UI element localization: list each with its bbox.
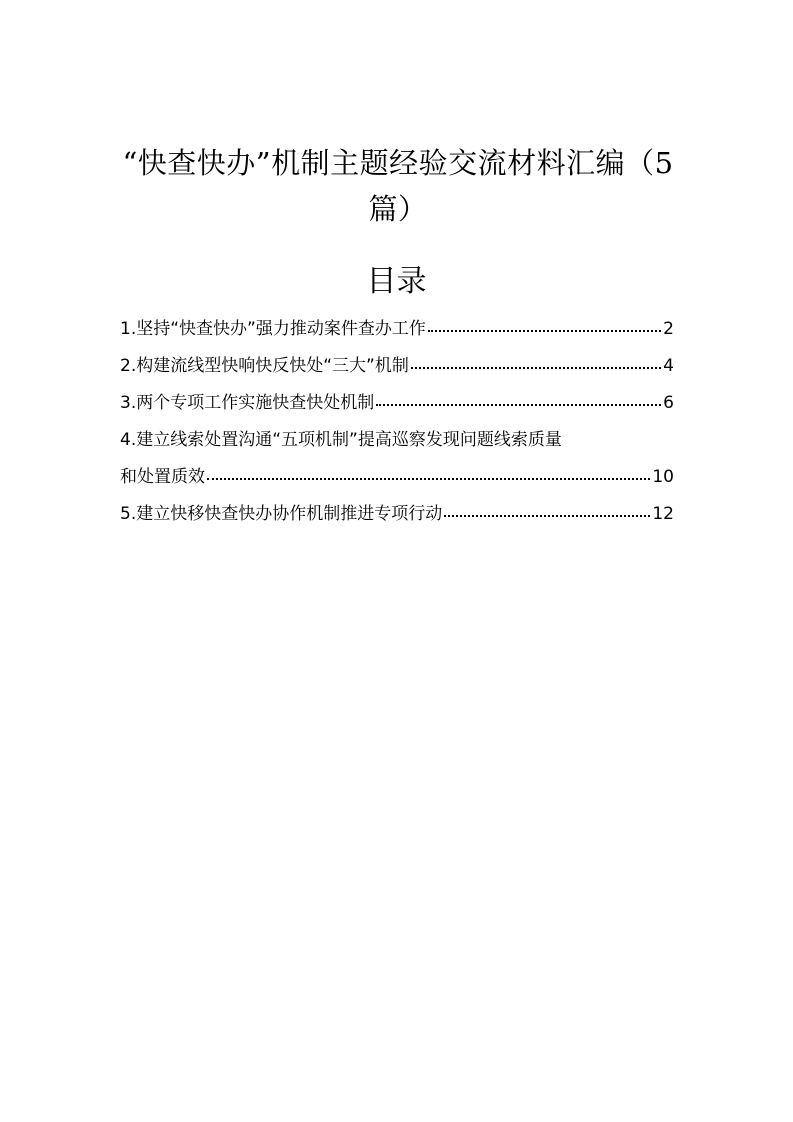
toc-page-number: 6 [663, 393, 674, 413]
toc-heading: 目录 [366, 264, 427, 299]
toc-entry-1[interactable] [120, 311, 674, 348]
dot-leader [444, 502, 650, 519]
toc-page-number: 12 [652, 504, 674, 524]
table-of-contents [120, 311, 674, 533]
toc-line-first [120, 422, 674, 459]
document-title: “快查快办”机制主题经验交流材料汇编（5篇） [122, 146, 674, 226]
toc-line [120, 348, 674, 385]
toc-entry-text: 1.坚持“快查快办”强力推动案件查办工作 [120, 319, 426, 339]
toc-entry-text-line1: 4.建立线索处置沟通“五项机制”提高巡察发现问题线索质量 [120, 430, 562, 450]
toc-page-number: 10 [652, 467, 674, 487]
dot-leader [376, 391, 661, 408]
toc-entry-3[interactable] [120, 385, 674, 422]
toc-entry-4[interactable] [120, 422, 674, 496]
toc-line [120, 311, 674, 348]
dot-leader [411, 354, 661, 371]
toc-entry-text: 和处置质效 [120, 467, 205, 487]
toc-entry-2[interactable] [120, 348, 674, 385]
dot-leader [207, 465, 650, 482]
toc-page-number: 4 [663, 356, 674, 376]
toc-entry-5[interactable] [120, 496, 674, 533]
toc-line [120, 459, 674, 496]
toc-entry-text: 5.建立快移快查快办协作机制推进专项行动 [120, 504, 443, 524]
toc-entry-text: 3.两个专项工作实施快查快处机制 [120, 393, 375, 413]
toc-entry-text: 2.构建流线型快响快反快处“三大”机制 [120, 356, 409, 376]
toc-line [120, 385, 674, 422]
toc-page-number: 2 [663, 319, 674, 339]
dot-leader [428, 317, 661, 334]
toc-line [120, 496, 674, 533]
